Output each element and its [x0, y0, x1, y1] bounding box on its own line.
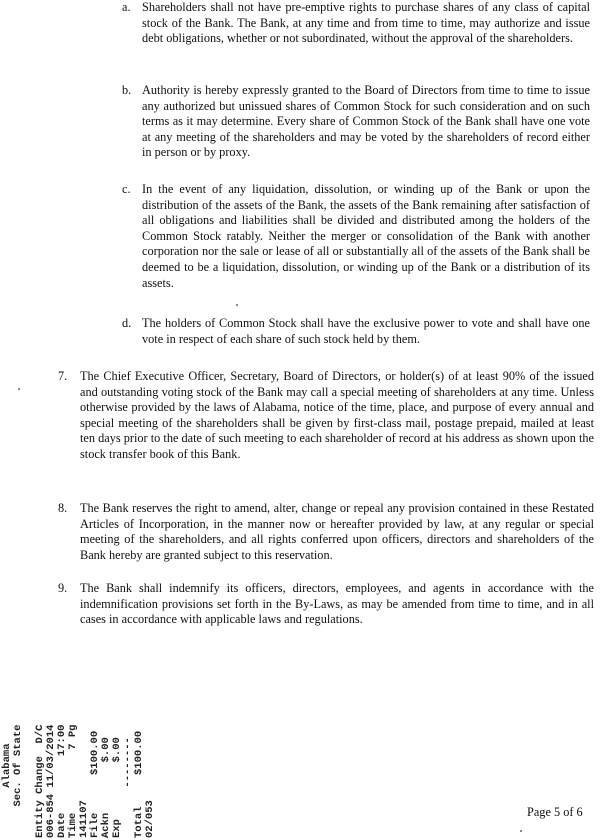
- item-label: 7.: [58, 369, 68, 383]
- item-label: c.: [122, 182, 131, 196]
- stamp-line: Time 7 Pg: [67, 724, 79, 838]
- article-9: [58, 581, 594, 628]
- stamp-line: Ackn $.00: [100, 737, 112, 838]
- scan-speck: [520, 830, 522, 832]
- article-8: [58, 501, 594, 563]
- item-text: The Bank shall indemnify its officers, directors, employees, and agents in accordance with the indemnification provisions set forth in the By-Laws, as may be amended from time to time, and in all cases in accordance with applicable laws and regulations.: [80, 581, 594, 627]
- filing-stamp-text: [2, 725, 156, 838]
- stamp-line: File $100.00: [89, 730, 101, 838]
- page-number: Page 5 of 6: [527, 805, 583, 819]
- stamp-line: 141107: [78, 800, 90, 838]
- stamp-line: Entity Change D/C: [34, 724, 46, 838]
- stamp-line: Exp $.00: [111, 737, 123, 838]
- item-text: The Chief Executive Officer, Secretary, Board of Directors, or holder(s) of at least 90% of the issued and outstanding voting stock of the Bank may call a special meeting of shareholders at any time. Unless otherwise provided by the laws of Alabama, notice of the time, place, and purpose of every annual and special meeting of the shareholders shall be given by first-class mail, postage prepaid, mailed at least ten days prior to the date of such meeting to each shareholder of record at his address as shown upon the stock transfer book of this Bank.: [80, 369, 594, 461]
- item-label: d.: [122, 316, 132, 330]
- item-text: The Bank reserves the right to amend, alter, change or repeal any provision contained in these Restated Articles of Incorporation, in the manner now or hereafter provided by law, at any regular or special meeting of the shareholders, and all rights conferred upon officers, directors and shareholders of the Bank hereby are granted subject to this reservation.: [80, 501, 594, 562]
- provision-d: [122, 316, 590, 347]
- item-text: The holders of Common Stock shall have the exclusive power to vote and shall have one vote in respect of each share of such stock held by them.: [142, 316, 590, 346]
- item-text: Authority is hereby expressly granted to the Board of Directors from time to time to issue any authorized but unissued shares of Common Stock for such consideration and on such terms as it may determine. Every share of Common Stock of the Bank shall have one vote at any meeting of the shareholders and may be voted by the shareholders of record either in person or by proxy.: [142, 83, 590, 160]
- provision-b: [122, 83, 590, 161]
- stamp-line: 006-854 11/03/2014: [45, 724, 57, 838]
- item-text: In the event of any liquidation, dissolution, or winding up of the Bank or upon the distribution of the assets of the Bank, the assets of the Bank remaining after satisfaction of all obligations and liabilities shall be divided and distributed among the holders of the Common Stock ratably. Neither the merger or consolidation of the Bank with another corporation nor the sale or lease of all or substantially all of the assets of the Bank shall be deemed to be a liquidation, dissolution, or winding up of the Bank or a distribution of its assets.: [142, 182, 590, 290]
- stamp-line: 02/053: [144, 800, 156, 838]
- scan-speck: [18, 388, 20, 390]
- item-text: Shareholders shall not have pre-emptive rights to purchase shares of any class of capital stock of the Bank. The Bank, at any time and from time to time, may authorize and issue debt obligations, whether or not subordinated, without the approval of the shareholders.: [142, 0, 590, 46]
- stamp-line: Sec. Of State: [12, 724, 24, 838]
- stamp-line: Alabama: [1, 743, 13, 838]
- article-7: [58, 369, 594, 463]
- stamp-line: Date 17:00: [56, 724, 68, 838]
- item-label: 8.: [58, 501, 68, 515]
- item-label: b.: [122, 83, 132, 97]
- item-label: a.: [122, 0, 131, 14]
- filing-stamp: [0, 690, 170, 840]
- stamp-line: Total $100.00: [133, 730, 145, 838]
- scan-speck: [236, 304, 238, 306]
- stamp-line: --------: [122, 737, 134, 838]
- item-label: 9.: [58, 581, 68, 595]
- provision-a: [122, 0, 590, 47]
- provision-c: [122, 182, 590, 291]
